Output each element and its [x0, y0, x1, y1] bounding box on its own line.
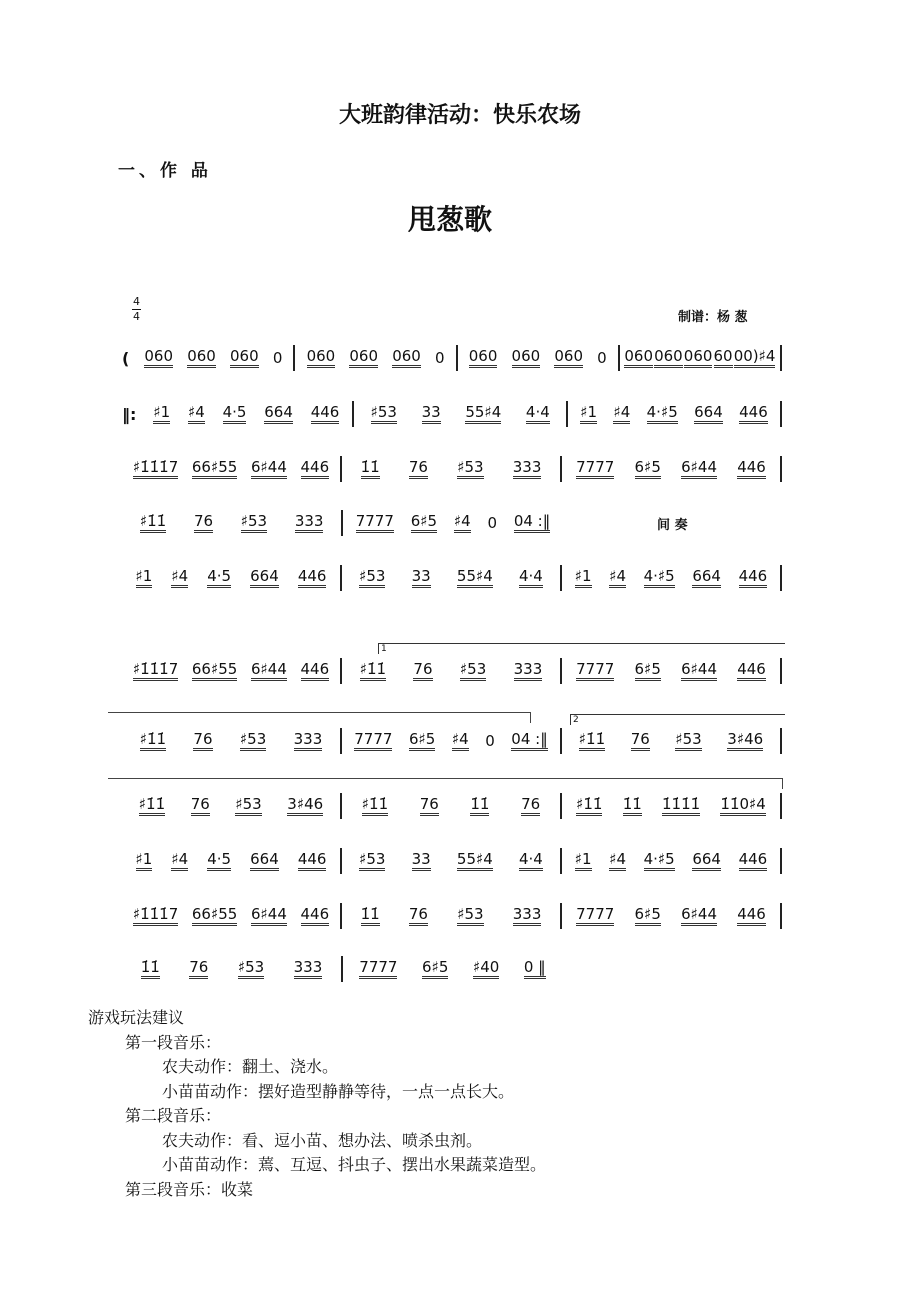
- note-group: ♯4: [171, 568, 188, 588]
- note-group: 33: [422, 404, 441, 424]
- note-group: 76: [413, 661, 432, 681]
- note-group: 7777: [356, 513, 394, 533]
- note-group: ♯1̇1̇: [140, 731, 166, 751]
- note-group: ♯4: [613, 404, 630, 424]
- note-group: 4·5: [207, 851, 231, 871]
- note-group: 7777: [576, 459, 614, 479]
- note-group: 6♯44: [251, 906, 287, 926]
- note-group: 060: [469, 348, 498, 368]
- note-group: 333: [294, 731, 323, 751]
- note-group: ♯4: [454, 513, 471, 533]
- note-group: 7777: [576, 661, 614, 681]
- note-group: 76: [189, 959, 208, 979]
- note-group: 0: [485, 731, 495, 750]
- note-group: 1̇1̇0♯4: [720, 796, 765, 816]
- note-group: ♯53: [371, 404, 397, 424]
- note-group: ♯1̇1̇: [139, 796, 165, 816]
- volta-continuation: [108, 712, 531, 723]
- score-line-start: ‖:: [122, 404, 137, 424]
- suggestions-heading: 游戏玩法建议: [88, 1008, 185, 1027]
- note-group: 00)♯4: [734, 348, 776, 368]
- note-group: 060: [144, 348, 173, 368]
- time-signature: [132, 296, 141, 323]
- note-group: 060: [512, 348, 541, 368]
- note-group: 33: [412, 568, 431, 588]
- measure: [122, 456, 342, 482]
- measure: [342, 848, 562, 874]
- note-group: ♯53: [235, 796, 261, 816]
- note-group: 333: [513, 906, 542, 926]
- measure: [122, 848, 342, 874]
- score-line: [122, 345, 782, 371]
- note-group: 6♯44: [681, 661, 717, 681]
- note-group: 0 ‖: [524, 959, 546, 979]
- note-group: 76: [193, 731, 212, 751]
- note-group: ♯53: [457, 906, 483, 926]
- score-line: [122, 456, 782, 482]
- note-group: 7777: [359, 959, 397, 979]
- note-group: 0: [487, 513, 498, 532]
- note-group: 1̇1̇: [361, 906, 380, 926]
- volta-bracket-2: [570, 714, 785, 725]
- measure: [342, 793, 562, 819]
- note-group: 3♯46: [287, 796, 323, 816]
- note-group: 04 :‖: [514, 513, 550, 533]
- note-group: ♯1: [575, 851, 592, 871]
- note-group: 4·5: [223, 404, 247, 424]
- note-group: 333: [513, 459, 542, 479]
- note-group: 4·♯5: [644, 568, 675, 588]
- note-group: 1̇1̇1̇1̇: [662, 796, 700, 816]
- note-group: 55♯4: [457, 568, 493, 588]
- note-group: 4·4: [519, 568, 543, 588]
- note-group: 66♯55: [192, 661, 237, 681]
- measure: [295, 345, 457, 371]
- suggestion-line: 小苗苗动作：蔫、互逗、抖虫子、摆出水果蔬菜造型。: [162, 1155, 547, 1174]
- note-group: 060: [349, 348, 378, 368]
- note-group: 664: [694, 404, 723, 424]
- note-group: 446: [301, 661, 330, 681]
- note-group: ♯53: [460, 661, 486, 681]
- note-group: 446: [737, 459, 766, 479]
- note-group: ♯53: [238, 959, 264, 979]
- measure: [562, 456, 782, 482]
- measure: [342, 658, 562, 684]
- note-group: 6♯5: [635, 906, 661, 926]
- note-group: 664: [264, 404, 293, 424]
- measure: [133, 345, 295, 371]
- note-group: 446: [301, 906, 330, 926]
- note-group: 446: [301, 459, 330, 479]
- note-group: 060: [554, 348, 583, 368]
- score-line: [122, 510, 782, 536]
- note-group: 0: [435, 348, 445, 367]
- note-group: ♯1: [136, 851, 153, 871]
- note-group: 060: [230, 348, 259, 368]
- note-group: 6♯5: [409, 731, 435, 751]
- note-group: ♯53: [240, 731, 266, 751]
- note-group: 446: [739, 568, 768, 588]
- note-group: 55♯4: [457, 851, 493, 871]
- note-group: ♯1: [153, 404, 170, 424]
- note-group: 76: [409, 459, 428, 479]
- score-line: [122, 848, 782, 874]
- note-group: ♯1̇1̇: [576, 796, 602, 816]
- game-suggestions: [88, 1006, 546, 1202]
- measure: [122, 565, 342, 591]
- note-group: 6♯44: [251, 661, 287, 681]
- suggestion-line: 第一段音乐：: [125, 1032, 222, 1052]
- note-group: 333: [295, 513, 324, 533]
- note-group: ♯53: [359, 568, 385, 588]
- suggestion-line: 农夫动作：看、逗小苗、想办法、喷杀虫剂。: [162, 1130, 483, 1150]
- note-group: ♯4: [171, 851, 188, 871]
- note-group: 446: [311, 404, 340, 424]
- note-group: ♯1: [575, 568, 592, 588]
- note-group: ♯1: [136, 568, 153, 588]
- note-group: 060: [187, 348, 216, 368]
- page-title: 大班韵律活动：快乐农场: [338, 102, 581, 128]
- measure: [122, 956, 343, 982]
- measure: [343, 956, 562, 982]
- interlude-marker: [563, 510, 782, 536]
- note-group: 664: [692, 851, 721, 871]
- note-group: ♯53: [675, 731, 701, 751]
- measure: [562, 658, 782, 684]
- volta-2-label: 2: [573, 715, 579, 725]
- note-group: 55♯4: [465, 404, 501, 424]
- measure: [140, 401, 354, 427]
- note-group: 446: [737, 906, 766, 926]
- note-group: 446: [739, 851, 768, 871]
- note-group: 060: [654, 348, 683, 368]
- note-group: ♯4: [452, 731, 469, 751]
- note-group: 664: [250, 568, 279, 588]
- note-group: 664: [692, 568, 721, 588]
- coda-bracket: [108, 778, 783, 789]
- note-group: 7777: [354, 731, 392, 751]
- note-group: ♯40: [473, 959, 499, 979]
- note-group: 060: [392, 348, 421, 368]
- measure: [122, 658, 342, 684]
- measure: [122, 793, 342, 819]
- note-group: ♯1̇1̇: [579, 731, 605, 751]
- suggestion-line: 第三段音乐：收菜: [125, 1179, 254, 1199]
- note-group: ♯1: [580, 404, 597, 424]
- measure: [562, 793, 782, 819]
- suggestion-line: 第二段音乐：: [125, 1106, 222, 1125]
- measure: [354, 401, 568, 427]
- note-group: 76: [521, 796, 540, 816]
- note-group: 333: [514, 661, 543, 681]
- meter-top: 4: [133, 295, 140, 308]
- note-group: 6♯5: [422, 959, 448, 979]
- note-group: 04 :‖: [511, 731, 547, 751]
- note-group: ♯1̇1̇: [140, 513, 166, 533]
- measure: [562, 565, 782, 591]
- section-heading: 一、作 品: [118, 161, 212, 181]
- note-group: 76: [191, 796, 210, 816]
- measure: [342, 565, 562, 591]
- note-group: 664: [250, 851, 279, 871]
- note-group: 3♯46: [727, 731, 763, 751]
- note-group: 060: [624, 348, 653, 368]
- measure: [562, 903, 782, 929]
- note-group: 060: [684, 348, 713, 368]
- measure: [562, 848, 782, 874]
- note-group: 6♯5: [635, 459, 661, 479]
- measure: [458, 345, 620, 371]
- measure: [562, 728, 782, 754]
- note-group: 4·4: [526, 404, 550, 424]
- note-group: 4·♯5: [647, 404, 678, 424]
- meter-bottom: 4: [133, 310, 140, 323]
- score-line: [122, 401, 782, 427]
- note-group: 6♯44: [681, 906, 717, 926]
- note-group: 1̇1̇: [141, 959, 160, 979]
- note-group: 4·♯5: [644, 851, 675, 871]
- volta-1-label: 1: [381, 644, 387, 654]
- note-group: 0: [272, 348, 283, 367]
- measure: [343, 510, 562, 536]
- note-group: 060: [307, 348, 336, 368]
- note-group: ♯1̇1̇1̇7: [133, 661, 178, 681]
- score-line-start: (: [122, 348, 130, 368]
- suggestion-line: 小苗苗动作：摆好造型静静等待，一点一点长大。: [162, 1081, 515, 1101]
- note-group: 6♯44: [251, 459, 287, 479]
- composer-credit: 制谱：杨 葱: [678, 310, 748, 325]
- note-group: 446: [298, 851, 327, 871]
- note-group: 60: [714, 348, 733, 368]
- note-group: 76: [420, 796, 439, 816]
- measure: [342, 456, 562, 482]
- measure: [342, 728, 562, 754]
- suggestion-line: 农夫动作：翻土、浇水。: [162, 1057, 339, 1076]
- note-group: 6♯5: [635, 661, 661, 681]
- note-group: 4·5: [207, 568, 231, 588]
- note-group: 76: [631, 731, 650, 751]
- note-group: 7777: [576, 906, 614, 926]
- note-group: 33: [412, 851, 431, 871]
- note-group: 4·4: [519, 851, 543, 871]
- measure: [122, 728, 342, 754]
- score-line: [122, 956, 562, 982]
- note-group: 446: [298, 568, 327, 588]
- note-group: 333: [294, 959, 323, 979]
- measure: [122, 903, 342, 929]
- note-group: ♯1̇1̇: [360, 661, 386, 681]
- note-group: 6♯44: [681, 459, 717, 479]
- interlude-label: 间 奏: [657, 517, 688, 533]
- score-line: [122, 793, 782, 819]
- score-line: [122, 565, 782, 591]
- score-line: [122, 658, 782, 684]
- measure: [342, 903, 562, 929]
- note-group: ♯53: [359, 851, 385, 871]
- note-group: 76: [194, 513, 213, 533]
- note-group: 6♯5: [411, 513, 437, 533]
- volta-bracket-1: [378, 643, 785, 654]
- note-group: ♯1̇1̇: [362, 796, 388, 816]
- note-group: 66♯55: [192, 459, 237, 479]
- note-group: ♯53: [457, 459, 483, 479]
- measure: [122, 510, 343, 536]
- score-line: [122, 903, 782, 929]
- score-line: [122, 728, 782, 754]
- note-group: ♯1̇1̇1̇7: [133, 906, 178, 926]
- note-group: ♯53: [241, 513, 267, 533]
- note-group: ♯1̇1̇1̇7: [133, 459, 178, 479]
- note-group: 76: [409, 906, 428, 926]
- note-group: 66♯55: [192, 906, 237, 926]
- song-title: 甩葱歌: [407, 203, 492, 236]
- note-group: 0: [597, 348, 607, 367]
- note-group: 446: [737, 661, 766, 681]
- note-group: ♯4: [188, 404, 205, 424]
- measure: [620, 345, 782, 371]
- note-group: 1̇1̇: [623, 796, 642, 816]
- measure: [568, 401, 782, 427]
- note-group: ♯4: [609, 568, 626, 588]
- note-group: 1̇1̇: [470, 796, 489, 816]
- note-group: 1̇1̇: [361, 459, 380, 479]
- note-group: ♯4: [609, 851, 626, 871]
- note-group: 446: [739, 404, 768, 424]
